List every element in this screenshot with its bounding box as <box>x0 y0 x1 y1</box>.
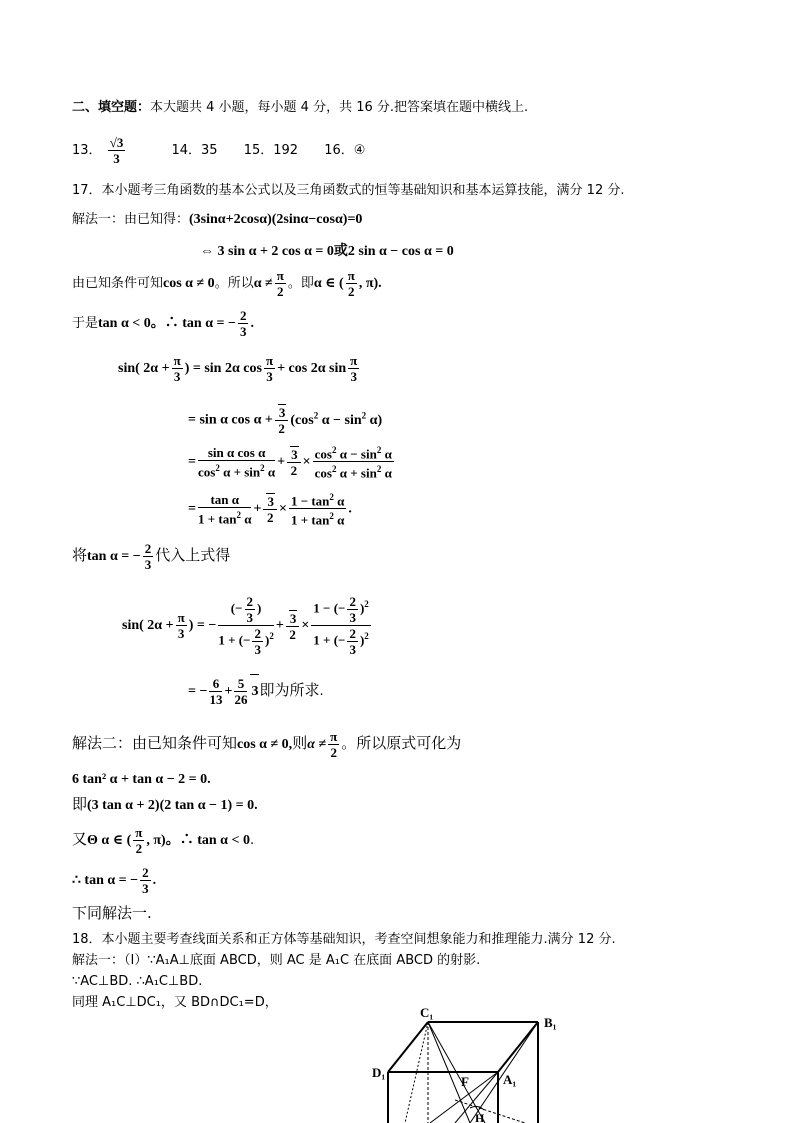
q17-method1-label: 解法一：由已知得： <box>72 212 190 227</box>
q17-alpha-ne: α ≠ <box>253 276 273 291</box>
q17-plug-text-b: 代入上式得 <box>155 546 231 564</box>
cube-figure <box>360 1000 570 1123</box>
q17-then-text: 于是 <box>72 316 99 331</box>
label-h: H <box>475 1111 485 1123</box>
q17-condition-text: 由已知条件可知 <box>72 276 164 291</box>
q17-intro: 17．本小题考三角函数的基本公式以及三角函数式的恒等基础知识和基本运算技能，满分 12 分. <box>72 183 625 198</box>
q17-substitution: sin( 2α + $\frac{\pi}{3}$ ) = − (− $\frac{2}{3}$ ) 1 + (− $\frac{2}{3}$ )$^2$ + $\frac{3}{2}$ × 1 − (− $\frac{2}{3}$ )$^2$ 1 + (− $\frac{2}{3}$ )$^2$ <box>122 594 369 657</box>
answer-16: 16．④ <box>324 143 366 158</box>
edge-b1-a1 <box>498 1022 538 1072</box>
q17-m2-eq2-expr: (3 tan α + 2)(2 tan α − 1) = 0 <box>87 798 255 813</box>
q17-condition-line: 由已知条件可知cos α ≠ 0。所以α ≠ $\frac{\pi}{2}$ 。即α ∈ ( $\frac{\pi}{2}$ , π). <box>72 268 382 299</box>
q17-ie-text: 。即 <box>287 276 314 291</box>
q17-expand-2: = sin α cos α + $\frac{3}{2}$ ($\cos^2$ $\alpha - \sin^2 \alpha$) <box>188 405 383 437</box>
q18-intro: 18．本小题主要考查线面关系和正方体等基础知识，考查空间想象能力和推理能力.满分 12 分. <box>72 932 616 947</box>
q17-m2-eq2: 即(3 tan α + 2)(2 tan α − 1) = 0. <box>72 795 258 813</box>
q18-line2: ∵AC⊥BD. ∴A₁C⊥BD. <box>72 974 203 989</box>
q17-expand-4: = $\frac{\text{tan α}}{1 + \tan^2 \alpha}$ + $\frac{3}{2}$ × $\frac{1 - \tan^2 \alpha}{1 + \tan^2 \alpha}$ . <box>188 491 352 528</box>
q17-expand-1: sin( 2α + $\frac{\pi}{3}$ ) = sin 2α cos $\frac{\pi}{3}$ + cos 2α sin $\frac{\pi}{3}$ <box>118 353 358 384</box>
q17-plug-line: 将tan α = − $\frac{2}{3}$ 代入上式得 <box>72 541 231 572</box>
answer-13-numerator: √3 <box>109 135 124 150</box>
q17-eq2-expr: ⇔ 3 sin α + 2 cos α = 0或2 sin α − cos α = 0 <box>200 244 454 259</box>
answer-13-label: 13． <box>72 143 102 158</box>
label-f: F <box>461 1074 469 1089</box>
q17-m2-ie: 即 <box>72 795 88 813</box>
label-c1: C₁ <box>420 1005 434 1020</box>
q17-pi-over-2: $\frac{\pi}{2}$ <box>276 268 284 299</box>
q17-m2-also: 又 <box>72 830 88 848</box>
q17-method2-line: 解法二：由已知条件可知cos α ≠ 0,则α ≠ $\frac{\pi}{2}$ 。所以原式可化为 <box>72 729 462 760</box>
q17-tan-eq: 。∴ tan α = − <box>150 316 236 331</box>
label-d1: D₁ <box>372 1065 386 1080</box>
answer-14: 14．35 <box>171 143 218 158</box>
q18-line3: 同理 A₁C⊥DC₁，又 BD∩DC₁=D， <box>72 995 278 1010</box>
q17-alpha-in: α ∈ ( <box>313 276 344 291</box>
q17-eq1: (3sinα+2cosα)(2sinα−cosα)=0 <box>189 212 363 227</box>
q17-same-as-text: 下同解法一 <box>72 904 148 922</box>
answer-13-fraction <box>108 135 126 166</box>
q17-same-as: 下同解法一. <box>72 904 152 922</box>
label-b1: B₁ <box>544 1015 557 1030</box>
answer-15: 15．192 <box>243 143 299 158</box>
q17-cos-ne-zero: cos α ≠ 0 <box>163 276 215 291</box>
answers-row <box>72 135 365 166</box>
label-a1: A₁ <box>503 1072 517 1087</box>
q17-m2-eq4: ∴ tan α = − $\frac{2}{3}$ . <box>72 865 157 896</box>
q17-m2-eq3: 又Θ α ∈ ( $\frac{\pi}{2}$ , π)。∴ tan α < 0. <box>72 825 255 856</box>
answer-13-denominator: 3 <box>113 151 120 166</box>
q17-m2-tan-neg: )。∴ tan α < 0 <box>161 833 250 848</box>
q17-eq2 <box>200 244 454 260</box>
q17-method2-rewrite: 。所以原式可化为 <box>341 734 462 752</box>
q17-two-thirds: $\frac{2}{3}$ <box>239 308 247 339</box>
q17-m2-in: Θ α ∈ ( <box>87 833 132 848</box>
section-desc: 本大题共 4 小题，每小题 4 分，共 16 分.把答案填在题中横线上. <box>150 100 529 115</box>
q17-method2-label: 解法二：由已知条件可知 <box>72 734 238 752</box>
q17-m2-eq1: 6 tan² α + tan α − 2 = 0. <box>72 772 211 787</box>
q17-method2-then: 则 <box>292 734 308 752</box>
q17-plug-text-a: 将 <box>72 546 88 564</box>
q17-tan-line: 于是tan α < 0。∴ tan α = − $\frac{2}{3}$ . <box>72 308 254 339</box>
section-header <box>72 100 528 116</box>
q17-m2-eq1-expr: 6 tan² α + tan α − 2 = 0 <box>72 772 208 787</box>
q17-m2-tan-eq: ∴ tan α = − <box>72 873 139 888</box>
q18-line1: 解法一：（Ⅰ）∵A₁A⊥底面 ABCD，则 AC 是 A₁C 在底面 ABCD 的射影. <box>72 953 481 968</box>
q17-so-text: 。所以 <box>214 276 254 291</box>
q17-result-text: 即为所求 <box>259 681 320 699</box>
q17-expand-3: = $\frac{\text{sin α cos α}}{\cos^2 \alpha + \sin^2 \alpha}$ + $\frac{3}{2}$ × $\frac{\cos^2 \alpha - \sin^2 \alpha}{\cos^2 \alpha + \sin^2 \alpha}$ <box>188 444 392 481</box>
q17-result-line: = − $\frac{6}{13}$ + $\frac{5}{26}$ 3即为所求. <box>188 676 324 707</box>
q17-method1-line <box>72 212 362 228</box>
q17-interval-pi2: $\frac{\pi}{2}$ <box>347 268 355 299</box>
q17-tan-lt-zero: tan α < 0 <box>98 316 151 331</box>
section-title: 二、填空题： <box>72 100 151 115</box>
